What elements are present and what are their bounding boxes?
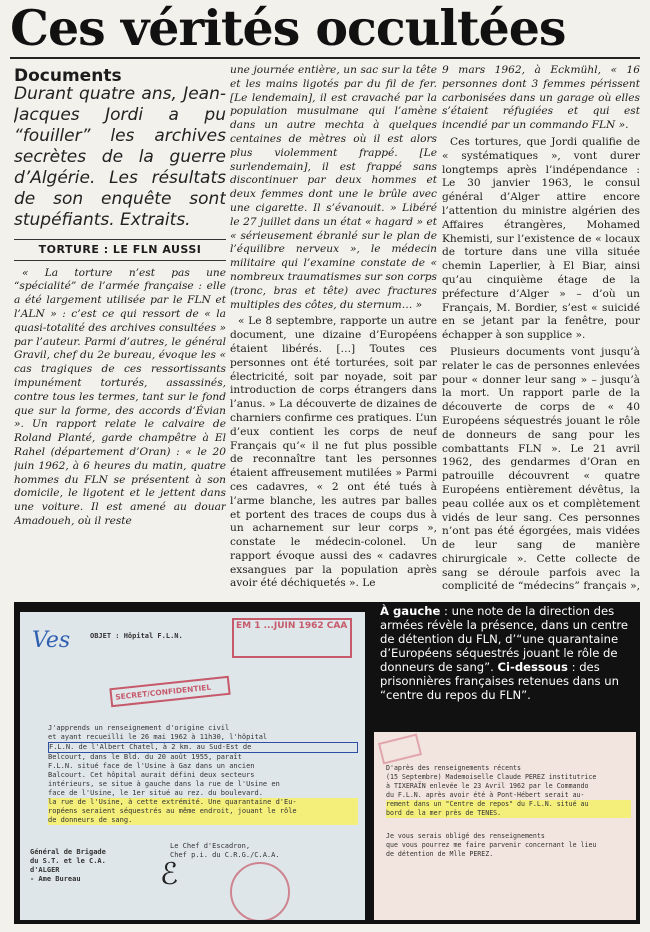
round-seal bbox=[230, 862, 290, 920]
paragraph: « La torture n’est pas une “spécialité” de l’armée française : elle a été largement utilisée par le FLN et l’ALN » : c’est ce qui ressort de « la quasi-totalité des archives consultées » par l’auteur. Parmi d’autres, le général Gravil, chef du 2e bureau, évoque les « cas tragiques de ces ressortissants impunément torturés, assassinés, contre tous les termes, tant sur le fond que sur la forme, des accords d’Évian ». Un rapport relate le calvaire de Roland Planté, garde champêtre à El Rahel (département d’Oran) : « le 20 juin 1962, à 6 heures du matin, quatre hommes du FLN se présentent à son domicile, le ligotent et le jettent dans une voiture. Il est amené au douar Amadoueh, où il reste bbox=[14, 266, 226, 527]
doc-line: F.L.N. de l'Albert Chatel, à 2 km. au Sud-Est de bbox=[48, 742, 358, 753]
doc-line: et ayant recueilli le 26 mai 1962 à 11h30, l'hôpital bbox=[48, 733, 268, 741]
caption-text-2: : des prisonnières françaises retenues dans un “centre du repos du FLN”. bbox=[380, 660, 619, 702]
doc-signature: Le Chef d'Escadron, Chef p.i. du C.R.G./C.A.A. bbox=[170, 842, 280, 859]
caption-lead: À gauche bbox=[380, 604, 441, 618]
doc-header: OBJET : Hôpital F.L.N. bbox=[90, 632, 183, 640]
doc-line: à TIXERAÏN enlevée le 23 Avril 1962 par le Commando bbox=[386, 782, 589, 790]
column-3 bbox=[442, 64, 640, 594]
caption-lead-2: Ci-dessous bbox=[497, 660, 568, 674]
doc-line: face de l'Usine, le 1er situé au rez. du boulevard. bbox=[48, 789, 263, 797]
headline: Ces vérités occultées bbox=[10, 0, 566, 57]
doc2-closing: Je vous serais obligé des renseignements que vous pourrez me faire parvenir concernant le lieu de détention de Mlle PEREZ. bbox=[386, 832, 597, 858]
kicker: Documents bbox=[14, 66, 122, 86]
archive-document-note bbox=[20, 612, 365, 920]
doc-line: du F.L.N. après avoir été à Pont-Hébert serait au- bbox=[386, 791, 585, 799]
paragraph: « Le 8 septembre, rapporte un autre document, une dizaine d’Européens étaient libérés. […] Toutes ces personnes ont été torturées, soit par électricité, soit par noyade, soit par introduction de corps étrangers dans l’anus. » La découverte de dizaines de charniers confirme ces pratiques. L’un d’eux contient les corps de neuf Français qu’« il ne fut plus possible de reconnaître tant les personnes étaient affreusement mutilées » Parmi ces cadavres, « 2 ont été tués à l’arme blanche, les autres par balles et portent des traces de coups dus à un acharnement sur leur corps », constate le médecin-colonel. Un rapport évoque aussi des « cadavres exsangues par la population après avoir été déchiquetés ». Le bbox=[230, 315, 437, 590]
doc-line: Belcourt, dans le Bld. du 20 août 1955, paraît bbox=[48, 753, 242, 761]
caption-text: : une note de la direction des armées révèle la présence, dans un centre de détention du FLN, d’“une quarantaine d’Européens séquestrés jouant le rôle de donneurs de sang”. bbox=[380, 604, 629, 674]
doc-line: bord de la mer près de TENES. bbox=[386, 809, 631, 818]
corner-stamp bbox=[378, 733, 422, 764]
doc-line: de donneurs de sang. bbox=[48, 816, 358, 825]
doc-body bbox=[48, 724, 358, 825]
secret-stamp: SECRET/CONFIDENTIEL bbox=[109, 676, 230, 707]
paragraph: Plusieurs documents vont jusqu’à relater le cas de personnes enlevées pour « donner leur sang » – jusqu’à la mort. Un rapport parle de la découverte de corps de « 40 Européens séquestrés jouant le rôle de donneurs de sang pour les combattants FLN ». Le 21 avril 1962, des gendarmes d’Oran en patrouille découvrent « quatre Européens entièrement dévêtus, la peau collée aux os et complètement vidés de leur sang. Ces personnes n’ont pas été égorgées, mais vidées de leur sang de manière chirurgicale ». Cette collecte de sang se déroule parfois avec la complicité de “médecins” français », bbox=[442, 345, 640, 593]
paragraph: une journée entière, un sac sur la tête et les mains ligotés par du fil de fer. [Le lendemain], il est cravaché par la population musulmane qui l’amène dans un autre mechta à quelques centaines de mètres où il est alors plus violemment frappé. [Le surlendemain], il est frappé sans discontinuer par deux hommes et deux femmes dont une le brûle avec une cigarette. Il s’évanouit. » Libéré le 27 juillet dans un état « hagard » et « sérieusement ébranlé sur le plan de l’équilibre nerveux », le médecin militaire qui l’examine constate de « nombreux traumatismes sur son corps (tronc, bras et tête) avec fractures multiples des côtes, du sternum… » bbox=[230, 64, 437, 311]
doc-line: F.L.N. situé face de l'Usine à Gaz dans un ancien bbox=[48, 762, 255, 770]
paragraph: 9 mars 1962, à Eckmühl, « 16 personnes dont 3 femmes périssent carbonisées dans un garage où elles s’étaient réfugiées et qui est incendié par un commando FLN ». bbox=[442, 64, 640, 132]
headline-rule bbox=[10, 57, 640, 59]
archive-document-prisoners bbox=[374, 732, 636, 920]
doc-line: ropéens seraient séquestrés au même endroit, jouant le rôle bbox=[48, 807, 358, 816]
date-stamp: EM 1 ...JUIN 1962 CAA bbox=[232, 618, 352, 658]
doc-line: intérieurs, se situe à gauche dans la rue de l'Usine en bbox=[48, 780, 280, 788]
doc-recipient: Général de Brigade du S.T. et le C.A. d'ALGER - Ame Bureau bbox=[30, 848, 106, 883]
paragraph: Ces tortures, que Jordi qualifie de « systématiques », vont durer longtemps après l’indépendance : Le 30 janvier 1963, le consul général d’Alger attire encore l’attention du ministre algérien des Affaires étrangères, Mohamed Khemisti, sur l’existence de « locaux de torture dans une villa située chemin Laperlier, à El Biar, ainsi qu’au cinquième étage de la préfecture d’Alger » – d’où un Français, M. Bordier, s’est « suicidé en se jetant par la fenêtre, pour échapper à son supplice ». bbox=[442, 135, 640, 342]
section-heading: TORTURE : LE FLN AUSSI bbox=[14, 239, 226, 261]
photo-caption bbox=[380, 604, 632, 702]
column-1 bbox=[14, 64, 226, 594]
doc-line: D'après des renseignements récents bbox=[386, 764, 521, 772]
handwritten-mark: Ves bbox=[32, 628, 71, 653]
doc2-body bbox=[386, 764, 631, 818]
doc-line: Balcourt. Cet hôpital aurait défini deux secteurs bbox=[48, 771, 255, 779]
column-2 bbox=[230, 64, 437, 594]
signature-scribble: ℰ bbox=[160, 857, 179, 892]
doc-line: rement dans un "Centre de repos" du F.L.N. situé au bbox=[386, 800, 631, 809]
doc-line: (15 Septembre) Mademoiselle Claude PEREZ institutrice bbox=[386, 773, 597, 781]
standfirst: Durant quatre ans, Jean-Jacques Jordi a pu “fouiller” les archives secrètes de la guerre d’Algérie. Les résultats de son enquête sont stupéfiants. Extraits. bbox=[14, 83, 226, 230]
doc-line: la rue de l'Usine, à cette extrémité. Une quarantaine d'Eu- bbox=[48, 798, 358, 807]
doc-line: J'apprends un renseignement d'origine civil bbox=[48, 724, 230, 732]
